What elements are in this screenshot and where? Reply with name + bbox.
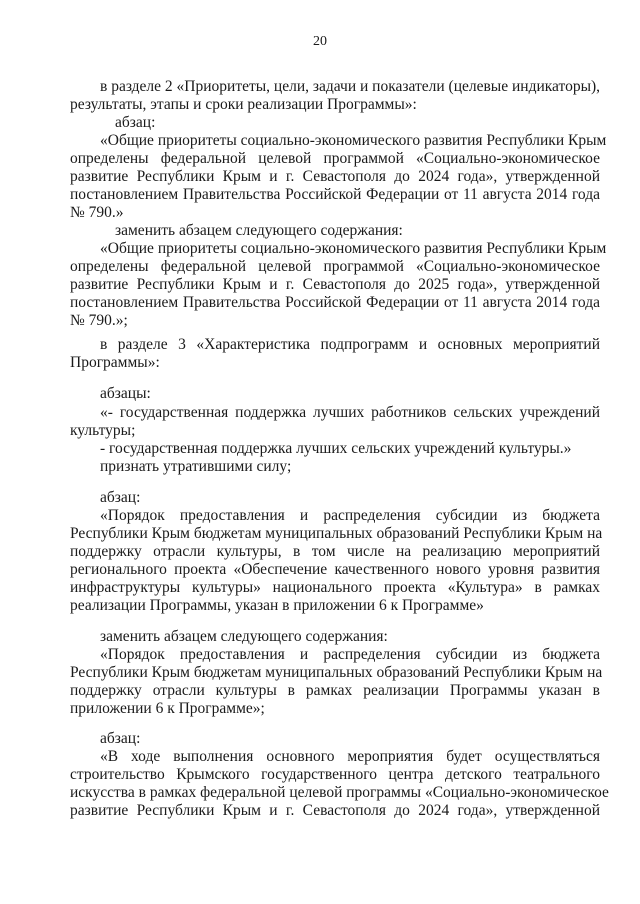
page-number: 20 [313,34,327,49]
text-line: - государственная поддержка лучших сельских учреждений культуры.» [100,440,572,457]
text-line: «Порядок предоставления и распределения субсидии из бюджета [100,646,600,663]
text-line: заменить абзацем следующего содержания: [100,628,388,645]
text-line: поддержку отрасли культуры в рамках реализации Программы указан в [70,682,600,699]
text-line: «В ходе выполнения основного мероприятия будет осуществляться [100,748,600,765]
text-line: регионального проекта «Обеспечение качественного нового уровня развития [70,561,600,578]
text-line: развитие Республики Крым и г. Севастополя до 2024 года», утвержденной [70,168,600,185]
text-line: определены федеральной целевой программой «Социально-экономическое [70,258,600,275]
text-line: строительство Крымского государственного центра детского театрального [70,766,600,783]
text-line: Программы»: [70,354,160,371]
text-line: искусства в рамках федеральной целевой программы «Социально-экономическое [70,784,609,801]
text-line: «Общие приоритеты социально-экономического развития Республики Крым [100,132,607,149]
text-line: реализации Программы, указан в приложении 6 к Программе» [70,597,484,614]
text-line: абзацы: [100,385,151,402]
text-line: развитие Республики Крым и г. Севастополя до 2024 года», утвержденной [70,802,600,819]
text-line: приложении 6 к Программе»; [70,700,265,717]
text-line: поддержку отрасли культуры, в том числе на реализацию мероприятий [70,543,600,560]
text-line: культуры; [70,422,136,439]
text-line: постановлением Правительства Российской Федерации от 11 августа 2014 года [70,186,600,203]
text-line: результаты, этапы и сроки реализации Программы»: [70,96,417,113]
text-line: в разделе 2 «Приоритеты, цели, задачи и показатели (целевые индикаторы), [100,78,601,95]
text-line: «- государственная поддержка лучших работников сельских учреждений [100,404,600,421]
text-line: Республики Крым бюджетам муниципальных образований Республики Крым на [70,525,603,542]
text-line: постановлением Правительства Российской Федерации от 11 августа 2014 года [70,294,600,311]
text-line: определены федеральной целевой программой «Социально-экономическое [70,150,600,167]
text-line: абзац: [100,730,141,747]
text-line: № 790.» [70,204,124,221]
text-line: «Общие приоритеты социально-экономического развития Республики Крым [100,240,607,257]
text-line: Республики Крым бюджетам муниципальных образований Республики Крым на [70,664,603,681]
text-line: в разделе 3 «Характеристика подпрограмм и основных мероприятий [100,336,600,353]
text-line: абзац: [115,114,156,131]
text-line: заменить абзацем следующего содержания: [115,222,403,239]
text-line: № 790.»; [70,312,128,329]
text-line: развитие Республики Крым и г. Севастополя до 2025 года», утвержденной [70,276,600,293]
text-line: признать утратившими силу; [100,458,292,475]
text-line: инфраструктуры культуры» национального проекта «Культура» в рамках [70,579,600,596]
text-line: «Порядок предоставления и распределения субсидии из бюджета [100,507,600,524]
text-line: абзац: [100,489,141,506]
